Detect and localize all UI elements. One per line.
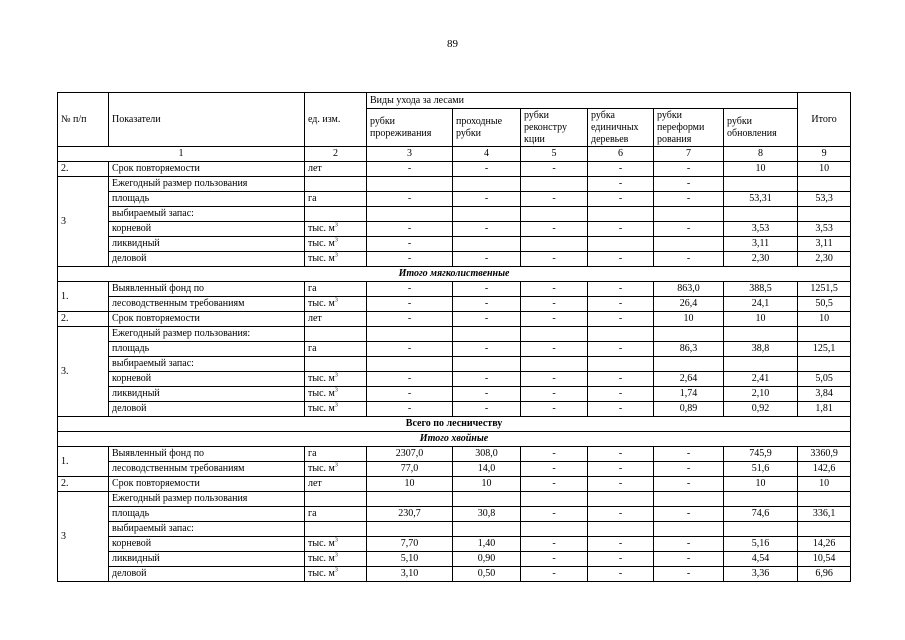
indicator-cell: площадь <box>109 192 305 207</box>
value-cell: - <box>521 312 588 327</box>
value-cell: 336,1 <box>798 507 851 522</box>
unit-cell: лет <box>305 162 367 177</box>
unit-cell: тыс. $м^3$ <box>305 297 367 312</box>
value-cell: - <box>367 402 453 417</box>
value-cell: 0,90 <box>453 552 521 567</box>
value-cell: - <box>367 387 453 402</box>
value-cell: 4,54 <box>724 552 798 567</box>
value-cell: 142,6 <box>798 462 851 477</box>
value-cell: - <box>453 252 521 267</box>
value-cell: 2,30 <box>724 252 798 267</box>
unit-cell: лет <box>305 477 367 492</box>
value-cell: - <box>367 282 453 297</box>
table-row <box>58 567 851 582</box>
unit-superscript: 3 <box>334 462 338 469</box>
value-cell: 2,30 <box>798 252 851 267</box>
value-cell: - <box>453 387 521 402</box>
column-number: 7 <box>654 147 724 162</box>
indicator-cell: Ежегодный размер пользования <box>109 177 305 192</box>
header-type: рубки обновления <box>724 109 798 147</box>
unit-cell: тыс. $м^3$ <box>305 462 367 477</box>
unit-cell: га <box>305 507 367 522</box>
value-cell <box>654 357 724 372</box>
value-cell <box>654 237 724 252</box>
header-type: рубки переформи рования <box>654 109 724 147</box>
value-cell: - <box>521 387 588 402</box>
value-cell: 230,7 <box>367 507 453 522</box>
value-cell: 3,53 <box>798 222 851 237</box>
row-number: 3. <box>58 327 109 417</box>
value-cell <box>521 357 588 372</box>
header-type: проходные рубки <box>453 109 521 147</box>
value-cell: - <box>588 537 654 552</box>
value-cell: 53,31 <box>724 192 798 207</box>
value-cell: - <box>588 402 654 417</box>
row-number: 1. <box>58 447 109 477</box>
value-cell: - <box>654 537 724 552</box>
value-cell: 10 <box>798 477 851 492</box>
value-cell: - <box>588 177 654 192</box>
value-cell <box>453 522 521 537</box>
value-cell: 1,81 <box>798 402 851 417</box>
table-row <box>58 507 851 522</box>
value-cell <box>798 207 851 222</box>
value-cell <box>654 327 724 342</box>
indicator-cell: Выявленный фонд по <box>109 282 305 297</box>
value-cell: 10 <box>453 477 521 492</box>
value-cell <box>453 237 521 252</box>
indicator-cell: деловой <box>109 252 305 267</box>
value-cell: 10 <box>798 162 851 177</box>
value-cell: - <box>367 297 453 312</box>
column-number: 2 <box>305 147 367 162</box>
value-cell <box>521 207 588 222</box>
value-cell: - <box>521 507 588 522</box>
unit-superscript: 3 <box>334 552 338 559</box>
value-cell <box>798 522 851 537</box>
value-cell: 3,53 <box>724 222 798 237</box>
value-cell: 14,26 <box>798 537 851 552</box>
indicator-cell: Ежегодный размер пользования: <box>109 327 305 342</box>
section-title: Итого мягколиственные <box>58 267 851 282</box>
table-row <box>58 237 851 252</box>
value-cell: - <box>521 567 588 582</box>
table-row <box>58 552 851 567</box>
table-row <box>58 267 851 282</box>
indicator-cell: Срок повторяемости <box>109 477 305 492</box>
value-cell <box>724 492 798 507</box>
value-cell: 10 <box>724 312 798 327</box>
value-cell <box>588 327 654 342</box>
value-cell: - <box>588 312 654 327</box>
value-cell: - <box>367 372 453 387</box>
value-cell: - <box>521 162 588 177</box>
header-type: рубка единичных деревьев <box>588 109 654 147</box>
value-cell <box>453 177 521 192</box>
unit-cell <box>305 207 367 222</box>
value-cell: - <box>521 282 588 297</box>
value-cell: 74,6 <box>724 507 798 522</box>
value-cell <box>724 357 798 372</box>
value-cell: - <box>588 192 654 207</box>
page-number: 89 <box>447 38 458 50</box>
indicator-cell: деловой <box>109 402 305 417</box>
value-cell: - <box>453 162 521 177</box>
header-total: Итого <box>798 93 851 147</box>
indicator-cell: площадь <box>109 507 305 522</box>
value-cell: 77,0 <box>367 462 453 477</box>
value-cell: 3360,9 <box>798 447 851 462</box>
unit-superscript: 3 <box>334 297 338 304</box>
unit-superscript: 3 <box>334 372 338 379</box>
header-unit: ед. изм. <box>305 93 367 147</box>
header-num: № п/п <box>58 93 109 147</box>
value-cell: - <box>588 387 654 402</box>
value-cell: 53,3 <box>798 192 851 207</box>
unit-cell: тыс. $м^3$ <box>305 387 367 402</box>
value-cell <box>453 207 521 222</box>
value-cell: - <box>588 282 654 297</box>
column-number: 4 <box>453 147 521 162</box>
value-cell: - <box>453 192 521 207</box>
unit-cell <box>305 522 367 537</box>
value-cell: - <box>588 477 654 492</box>
unit-cell: тыс. $м^3$ <box>305 402 367 417</box>
table-row <box>58 432 851 447</box>
header-type: рубки прореживания <box>367 109 453 147</box>
value-cell: - <box>588 162 654 177</box>
value-cell <box>521 237 588 252</box>
indicator-cell: ликвидный <box>109 387 305 402</box>
value-cell: - <box>453 312 521 327</box>
value-cell <box>367 177 453 192</box>
value-cell: - <box>654 222 724 237</box>
indicator-cell: выбираемый запас: <box>109 357 305 372</box>
unit-superscript: 3 <box>334 252 338 259</box>
value-cell <box>588 237 654 252</box>
value-cell: - <box>521 342 588 357</box>
indicator-cell: лесоводственным требованиям <box>109 297 305 312</box>
value-cell: 10 <box>654 312 724 327</box>
table-row <box>58 447 851 462</box>
value-cell: 745,9 <box>724 447 798 462</box>
value-cell: 5,16 <box>724 537 798 552</box>
value-cell: 0,89 <box>654 402 724 417</box>
table-row <box>58 417 851 432</box>
header-indicator: Показатели <box>109 93 305 147</box>
value-cell: 2,64 <box>654 372 724 387</box>
column-number: 1 <box>58 147 305 162</box>
row-number: 3 <box>58 492 109 582</box>
table-row <box>58 222 851 237</box>
indicator-cell: ликвидный <box>109 237 305 252</box>
table-row <box>58 522 851 537</box>
indicator-cell: корневой <box>109 372 305 387</box>
value-cell: 5,10 <box>367 552 453 567</box>
value-cell: - <box>367 162 453 177</box>
value-cell: 3,11 <box>724 237 798 252</box>
indicator-cell: ликвидный <box>109 552 305 567</box>
value-cell: 10 <box>724 477 798 492</box>
value-cell <box>654 207 724 222</box>
indicator-cell: корневой <box>109 222 305 237</box>
table-row <box>58 537 851 552</box>
value-cell <box>724 177 798 192</box>
value-cell <box>521 522 588 537</box>
indicator-cell: Срок повторяемости <box>109 312 305 327</box>
value-cell: - <box>521 447 588 462</box>
value-cell <box>798 492 851 507</box>
header-group: Виды ухода за лесами <box>367 93 798 109</box>
indicator-cell: деловой <box>109 567 305 582</box>
value-cell: 10,54 <box>798 552 851 567</box>
value-cell: 0,92 <box>724 402 798 417</box>
value-cell: 3,84 <box>798 387 851 402</box>
value-cell <box>588 522 654 537</box>
value-cell <box>367 357 453 372</box>
indicator-cell: Выявленный фонд по <box>109 447 305 462</box>
unit-superscript: 3 <box>334 537 338 544</box>
unit-cell <box>305 177 367 192</box>
row-number: 2. <box>58 477 109 492</box>
table-row <box>58 372 851 387</box>
table-row <box>58 162 851 177</box>
table-row <box>58 207 851 222</box>
value-cell <box>367 492 453 507</box>
value-cell: - <box>588 252 654 267</box>
value-cell: - <box>367 252 453 267</box>
unit-cell: га <box>305 282 367 297</box>
value-cell: 0,50 <box>453 567 521 582</box>
value-cell: - <box>654 447 724 462</box>
value-cell <box>521 177 588 192</box>
value-cell: 2,10 <box>724 387 798 402</box>
value-cell: - <box>367 237 453 252</box>
value-cell: - <box>521 477 588 492</box>
value-cell: 3,10 <box>367 567 453 582</box>
value-cell: 50,5 <box>798 297 851 312</box>
value-cell: 24,1 <box>724 297 798 312</box>
section-title: Всего по лесничеству <box>58 417 851 432</box>
column-number: 9 <box>798 147 851 162</box>
table-row <box>58 312 851 327</box>
section-title: Итого хвойные <box>58 432 851 447</box>
unit-cell: га <box>305 192 367 207</box>
value-cell <box>588 492 654 507</box>
value-cell: - <box>588 447 654 462</box>
value-cell: - <box>521 252 588 267</box>
unit-cell: тыс. $м^3$ <box>305 567 367 582</box>
column-number: 5 <box>521 147 588 162</box>
column-number: 6 <box>588 147 654 162</box>
row-number: 2. <box>58 312 109 327</box>
value-cell: - <box>521 297 588 312</box>
table-row <box>58 357 851 372</box>
column-number: 3 <box>367 147 453 162</box>
value-cell <box>453 327 521 342</box>
value-cell: - <box>521 192 588 207</box>
unit-cell: га <box>305 342 367 357</box>
value-cell: 51,6 <box>724 462 798 477</box>
forest-care-table <box>57 92 851 582</box>
value-cell: - <box>654 192 724 207</box>
value-cell: - <box>654 177 724 192</box>
value-cell <box>724 522 798 537</box>
value-cell <box>367 522 453 537</box>
indicator-cell: корневой <box>109 537 305 552</box>
value-cell: 2307,0 <box>367 447 453 462</box>
indicator-cell: выбираемый запас: <box>109 207 305 222</box>
value-cell: 388,5 <box>724 282 798 297</box>
value-cell: - <box>521 462 588 477</box>
value-cell: - <box>588 372 654 387</box>
value-cell: 38,8 <box>724 342 798 357</box>
value-cell: 863,0 <box>654 282 724 297</box>
table-row <box>58 462 851 477</box>
value-cell: - <box>588 507 654 522</box>
unit-cell: лет <box>305 312 367 327</box>
value-cell: - <box>521 552 588 567</box>
value-cell: 1,74 <box>654 387 724 402</box>
table-row <box>58 342 851 357</box>
unit-superscript: 3 <box>334 402 338 409</box>
value-cell: 10 <box>367 477 453 492</box>
value-cell: 30,8 <box>453 507 521 522</box>
value-cell: 1,40 <box>453 537 521 552</box>
row-number: 3 <box>58 177 109 267</box>
table-row <box>58 282 851 297</box>
indicator-cell: Срок повторяемости <box>109 162 305 177</box>
value-cell <box>724 207 798 222</box>
value-cell: - <box>588 462 654 477</box>
value-cell: - <box>588 222 654 237</box>
value-cell <box>453 357 521 372</box>
table-row <box>58 492 851 507</box>
unit-superscript: 3 <box>334 237 338 244</box>
value-cell: - <box>521 222 588 237</box>
value-cell: - <box>654 507 724 522</box>
value-cell <box>588 357 654 372</box>
unit-cell: тыс. $м^3$ <box>305 222 367 237</box>
value-cell: - <box>367 312 453 327</box>
row-number: 1. <box>58 282 109 312</box>
value-cell: 2,41 <box>724 372 798 387</box>
table-row <box>58 387 851 402</box>
value-cell: - <box>453 222 521 237</box>
unit-cell: тыс. $м^3$ <box>305 252 367 267</box>
value-cell <box>367 327 453 342</box>
table-row <box>58 297 851 312</box>
value-cell: 1251,5 <box>798 282 851 297</box>
value-cell: 3,11 <box>798 237 851 252</box>
indicator-cell: Ежегодный размер пользования <box>109 492 305 507</box>
unit-cell <box>305 357 367 372</box>
unit-cell <box>305 492 367 507</box>
value-cell: - <box>367 342 453 357</box>
value-cell: - <box>453 342 521 357</box>
value-cell: - <box>453 402 521 417</box>
value-cell <box>724 327 798 342</box>
value-cell: - <box>654 162 724 177</box>
value-cell: 3,36 <box>724 567 798 582</box>
value-cell: 308,0 <box>453 447 521 462</box>
value-cell: - <box>654 462 724 477</box>
value-cell <box>654 522 724 537</box>
value-cell: - <box>367 192 453 207</box>
header-type: рубки реконстру кции <box>521 109 588 147</box>
indicator-cell: площадь <box>109 342 305 357</box>
unit-superscript: 3 <box>334 387 338 394</box>
table-row <box>58 252 851 267</box>
value-cell: 10 <box>724 162 798 177</box>
value-cell: - <box>521 372 588 387</box>
unit-cell: тыс. $м^3$ <box>305 552 367 567</box>
value-cell: - <box>521 537 588 552</box>
value-cell: - <box>588 552 654 567</box>
value-cell: 5,05 <box>798 372 851 387</box>
unit-cell: тыс. $м^3$ <box>305 237 367 252</box>
value-cell: - <box>654 552 724 567</box>
unit-cell <box>305 327 367 342</box>
row-number: 2. <box>58 162 109 177</box>
value-cell <box>798 357 851 372</box>
unit-superscript: 3 <box>334 222 338 229</box>
value-cell: - <box>453 372 521 387</box>
table-row <box>58 402 851 417</box>
value-cell: 125,1 <box>798 342 851 357</box>
value-cell: 14,0 <box>453 462 521 477</box>
value-cell: 86,3 <box>654 342 724 357</box>
indicator-cell: выбираемый запас: <box>109 522 305 537</box>
indicator-cell: лесоводственным требованиям <box>109 462 305 477</box>
unit-superscript: 3 <box>334 567 338 574</box>
table-row <box>58 477 851 492</box>
unit-cell: га <box>305 447 367 462</box>
value-cell: - <box>588 297 654 312</box>
value-cell: 26,4 <box>654 297 724 312</box>
value-cell: - <box>654 252 724 267</box>
value-cell <box>588 207 654 222</box>
value-cell: - <box>588 342 654 357</box>
value-cell: 10 <box>798 312 851 327</box>
value-cell: 7,70 <box>367 537 453 552</box>
value-cell: - <box>367 222 453 237</box>
value-cell <box>654 492 724 507</box>
unit-cell: тыс. $м^3$ <box>305 537 367 552</box>
table-row <box>58 177 851 192</box>
value-cell <box>798 177 851 192</box>
value-cell <box>798 327 851 342</box>
value-cell: - <box>521 402 588 417</box>
value-cell: 6,96 <box>798 567 851 582</box>
value-cell <box>453 492 521 507</box>
value-cell: - <box>453 297 521 312</box>
unit-cell: тыс. $м^3$ <box>305 372 367 387</box>
value-cell <box>521 327 588 342</box>
value-cell <box>521 492 588 507</box>
value-cell: - <box>453 282 521 297</box>
value-cell <box>367 207 453 222</box>
value-cell: - <box>654 477 724 492</box>
column-number: 8 <box>724 147 798 162</box>
value-cell: - <box>654 567 724 582</box>
table-row <box>58 327 851 342</box>
table-row <box>58 192 851 207</box>
value-cell: - <box>588 567 654 582</box>
